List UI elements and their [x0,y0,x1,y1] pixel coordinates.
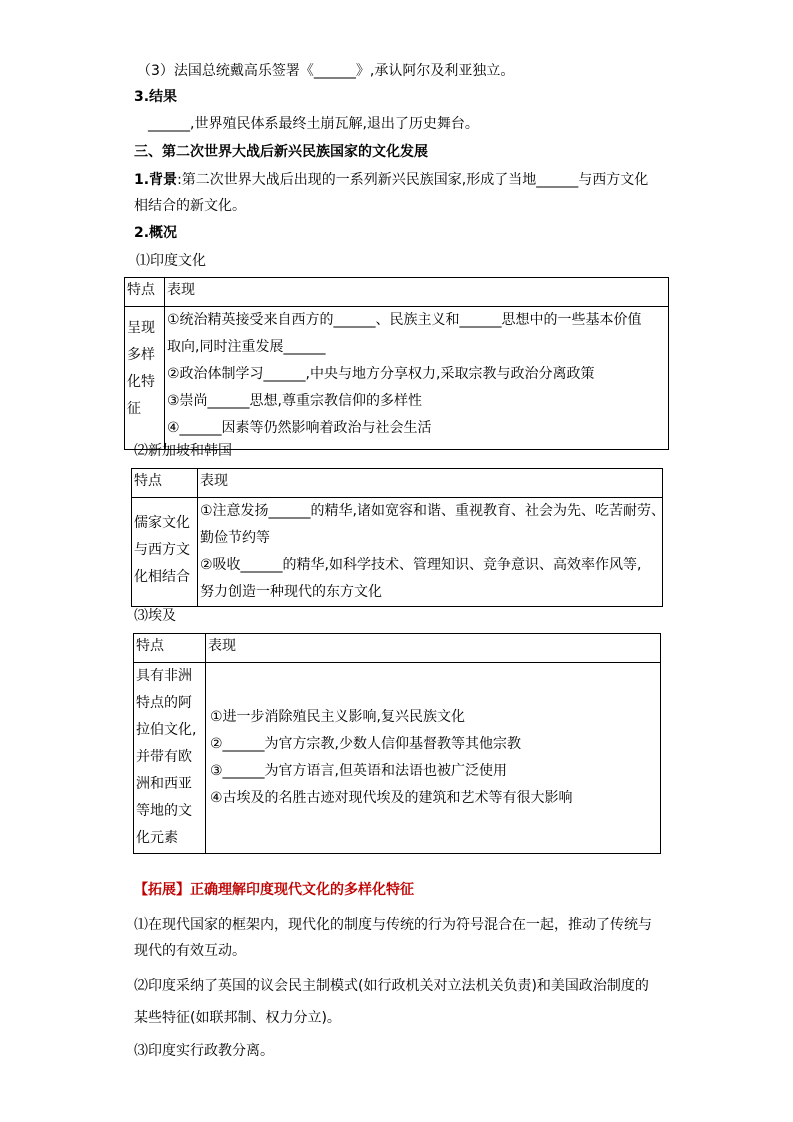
egypt-feature-line: 化元素 [136,830,178,846]
singapore-feature-line: 与西方文 [134,542,190,558]
singapore-row: 勤俭节约等 [200,530,270,546]
extension-p1-line-2: 现代的有效互动。 [134,943,246,959]
egypt-row: ④古埃及的名胜古迹对现代埃及的建筑和艺术等有很大影响 [210,790,573,806]
india-row: ①统治精英接受来自西方的______、民族主义和______思想中的一些基本价值 [167,312,642,328]
extension-title: 【拓展】正确理解印度现代文化的多样化特征 [134,882,414,898]
india-table [124,277,669,450]
egypt-feature-line: 洲和西亚 [136,776,192,792]
india-feature-line: 征 [127,401,141,417]
india-feature-line: 呈现 [127,320,155,336]
egypt-row: ③______为官方语言,但英语和法语也被广泛使用 [210,763,507,779]
egypt-feature-line: 拉伯文化, [136,722,197,738]
singapore-feature-line: 化相结合 [134,569,190,585]
singapore-row: ①注意发扬______的精华,诸如宽容和谐、重视教育、社会为先、吃苦耐劳、 [200,503,665,519]
section-3-heading: 三、第二次世界大战后新兴民族国家的文化发展 [134,144,428,160]
item-3-text: （3）法国总统戴高乐签署《______》,承认阿尔及利亚独立。 [137,63,515,79]
background-text: :第二次世界大战后出现的一系列新兴民族国家,形成了当地______与西方文化 [177,172,649,188]
singapore-expression-cell [198,498,663,607]
extension-p3: ⑶印度实行政教分离。 [134,1043,274,1059]
background-label: 1.背景 [134,172,178,188]
singapore-caption: ⑵新加坡和韩国 [134,443,232,459]
egypt-row: ②______为官方宗教,少数人信仰基督教等其他宗教 [210,736,521,752]
india-feature-cell [125,307,165,450]
result-text: ______,世界殖民体系最终土崩瓦解,退出了历史舞台。 [148,116,479,132]
egypt-caption: ⑶埃及 [134,608,176,624]
india-row: ③崇尚______思想,尊重宗教信仰的多样性 [167,393,423,409]
india-expression-cell [165,307,669,450]
extension-p1-line-1: ⑴在现代国家的框架内，现代化的制度与传统的行为符号混合在一起，推动了传统与 [134,917,652,933]
egypt-feature-cell [134,663,206,854]
background-line-2: 相结合的新文化。 [134,198,246,214]
egypt-row: ①进一步消除殖民主义影响,复兴民族文化 [210,709,465,725]
singapore-feature-cell [132,498,198,607]
india-feature-line: 化特 [127,374,155,390]
india-col-feature: 特点 [125,278,165,307]
extension-p2-line-2: 某些特征(如联邦制、权力分立)。 [134,1010,341,1026]
singapore-feature-line: 儒家文化 [134,515,190,531]
egypt-col-feature: 特点 [134,634,206,663]
india-feature-line: 多样 [127,347,155,363]
result-heading: 3.结果 [134,89,178,105]
india-caption: ⑴印度文化 [136,253,206,269]
india-row: 取向,同时注重发展______ [167,339,326,355]
egypt-col-expression: 表现 [206,634,661,663]
india-row: ②政治体制学习______,中央与地方分享权力,采取宗教与政治分离政策 [167,366,595,382]
egypt-feature-line: 特点的阿 [136,695,192,711]
egypt-feature-line: 具有非洲 [136,668,192,684]
india-row: ④______因素等仍然影响着政治与社会生活 [167,420,432,436]
singapore-row: 努力创造一种现代的东方文化 [200,584,382,600]
singapore-col-feature: 特点 [132,469,198,498]
extension-p2-line-1: ⑵印度采纳了英国的议会民主制模式(如行政机关对立法机关负责)和美国政治制度的 [134,978,649,994]
egypt-expression-cell [206,663,661,854]
background-line-1 [134,170,648,190]
singapore-row: ②吸收______的精华,如科学技术、管理知识、竞争意识、高效率作风等, [200,557,642,573]
egypt-feature-line: 并带有欧 [136,749,192,765]
egypt-table [133,633,661,854]
egypt-feature-line: 等地的文 [136,803,192,819]
singapore-table [131,468,663,607]
singapore-col-expression: 表现 [198,469,663,498]
overview-heading: 2.概况 [134,225,178,241]
india-col-expression: 表现 [165,278,669,307]
